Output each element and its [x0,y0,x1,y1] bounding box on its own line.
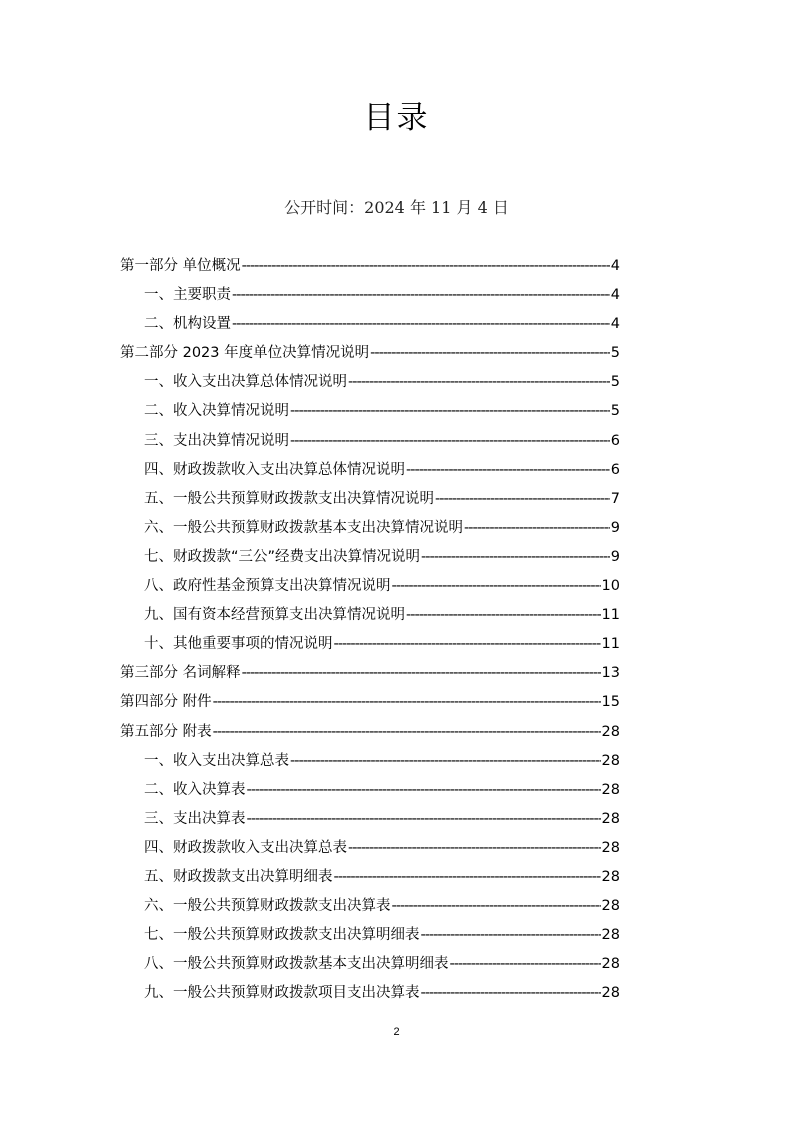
toc-leader-dashes [290,427,610,456]
toc-entry[interactable] [120,485,620,514]
toc-entry[interactable] [120,950,620,979]
toc-entry-page: 28 [601,781,620,798]
toc-entry-label: 第三部分 名词解释 [120,665,241,682]
toc-entry[interactable] [120,776,620,805]
toc-leader-dashes [242,659,601,688]
toc-entry-page: 28 [601,839,620,856]
toc-entry-label: 一、主要职责 [144,287,231,304]
toc-entry-page: 9 [610,519,620,536]
toc-entry[interactable] [120,863,620,892]
toc-entry[interactable] [120,252,620,281]
toc-entry[interactable] [120,659,620,688]
toc-entry-label: 七、一般公共预算财政拨款支出决算明细表 [144,927,420,944]
toc-entry-page: 11 [601,607,620,624]
toc-entry[interactable] [120,921,620,950]
toc-entry[interactable] [120,688,620,717]
toc-leader-dashes [406,601,601,630]
toc-entry-page: 28 [601,985,620,1002]
toc-entry[interactable] [120,514,620,543]
toc-entry[interactable] [120,834,620,863]
toc-entry[interactable] [120,281,620,310]
toc-entry-page: 28 [601,810,620,827]
toc-leader-dashes [242,252,610,281]
toc-leader-dashes [421,921,601,950]
toc-entry-label: 七、财政拨款“三公”经费支出决算情况说明 [144,548,421,565]
toc-leader-dashes [392,892,601,921]
toc-entry-page: 4 [610,258,620,274]
page-title: 目录 [363,100,430,136]
toc-entry-label: 四、财政拨款收入支出决算总表 [144,839,347,856]
toc-entry-label: 五、财政拨款支出决算明细表 [144,868,333,885]
toc-entry-label: 三、支出决算表 [144,810,246,827]
page-number: 2 [393,1026,400,1038]
toc-entry-page: 28 [601,752,620,769]
toc-leader-dashes [406,456,610,485]
toc-entry-label: 六、一般公共预算财政拨款支出决算表 [144,898,391,915]
toc-entry-page: 28 [601,927,620,944]
toc-entry[interactable] [120,601,620,630]
toc-entry-page: 7 [610,490,620,507]
toc-entry-page: 9 [610,548,620,565]
toc-entry-page: 28 [601,956,620,973]
toc-leader-dashes [421,979,601,1008]
toc-entry-label: 二、收入决算表 [144,781,246,798]
toc-entry-page: 5 [610,374,620,391]
toc-entry-page: 28 [601,898,620,915]
toc-entry[interactable] [120,310,620,339]
toc-entry-label: 二、收入决算情况说明 [144,403,289,420]
toc-entry-label: 四、财政拨款收入支出决算总体情况说明 [144,461,405,478]
toc-entry[interactable] [120,747,620,776]
toc-leader-dashes [247,805,601,834]
toc-leader-dashes [232,281,610,310]
toc-leader-dashes [348,368,610,397]
toc-entry-label: 八、政府性基金预算支出决算情况说明 [144,578,391,595]
toc-entry-page: 5 [610,345,620,362]
toc-entry[interactable] [120,892,620,921]
toc-leader-dashes [213,718,601,747]
toc-entry-page: 4 [610,287,620,304]
toc-entry-page: 15 [601,694,620,711]
toc-entry[interactable] [120,339,620,368]
toc-leader-dashes [290,397,610,426]
toc-entry-label: 第四部分 附件 [120,694,212,711]
toc-leader-dashes [290,747,601,776]
toc-entry-label: 一、收入支出决算总体情况说明 [144,374,347,391]
toc-entry-page: 4 [610,316,620,333]
toc-entry-page: 28 [601,723,620,740]
toc-entry-label: 五、一般公共预算财政拨款支出决算情况说明 [144,490,434,507]
toc-leader-dashes [334,630,601,659]
toc-entry[interactable] [120,543,620,572]
toc-entry-page: 28 [601,868,620,885]
toc-entry-label: 三、支出决算情况说明 [144,432,289,449]
toc-leader-dashes [370,339,610,368]
toc-entry-page: 11 [601,636,620,653]
toc-entry-page: 6 [610,432,620,449]
toc-entry-label: 八、一般公共预算财政拨款基本支出决算明细表 [144,956,449,973]
toc-entry-label: 十、其他重要事项的情况说明 [144,636,333,653]
toc-entry-label: 第一部分 单位概况 [120,258,241,274]
toc-leader-dashes [392,572,601,601]
table-of-contents [120,252,620,1008]
toc-entry-label: 第五部分 附表 [120,723,212,740]
toc-entry[interactable] [120,456,620,485]
toc-entry-label: 九、国有资本经营预算支出决算情况说明 [144,607,405,624]
toc-entry[interactable] [120,979,620,1008]
toc-entry[interactable] [120,630,620,659]
toc-entry[interactable] [120,427,620,456]
toc-leader-dashes [435,485,610,514]
toc-leader-dashes [421,543,610,572]
toc-leader-dashes [232,310,610,339]
toc-entry-page: 13 [601,665,620,682]
publish-date: 公开时间：2024 年 11 月 4 日 [284,198,509,217]
toc-entry[interactable] [120,805,620,834]
toc-entry[interactable] [120,718,620,747]
toc-entry[interactable] [120,397,620,426]
toc-leader-dashes [464,514,610,543]
toc-entry[interactable] [120,572,620,601]
toc-entry[interactable] [120,368,620,397]
toc-entry-label: 二、机构设置 [144,316,231,333]
toc-entry-label: 一、收入支出决算总表 [144,752,289,769]
toc-entry-page: 5 [610,403,620,420]
toc-entry-label: 六、一般公共预算财政拨款基本支出决算情况说明 [144,519,463,536]
toc-leader-dashes [247,776,601,805]
toc-leader-dashes [450,950,601,979]
toc-entry-page: 10 [601,578,620,595]
toc-leader-dashes [213,688,601,717]
toc-entry-page: 6 [610,461,620,478]
toc-leader-dashes [348,834,601,863]
toc-leader-dashes [334,863,601,892]
toc-entry-label: 九、一般公共预算财政拨款项目支出决算表 [144,985,420,1002]
toc-entry-label: 第二部分 2023 年度单位决算情况说明 [120,345,370,362]
